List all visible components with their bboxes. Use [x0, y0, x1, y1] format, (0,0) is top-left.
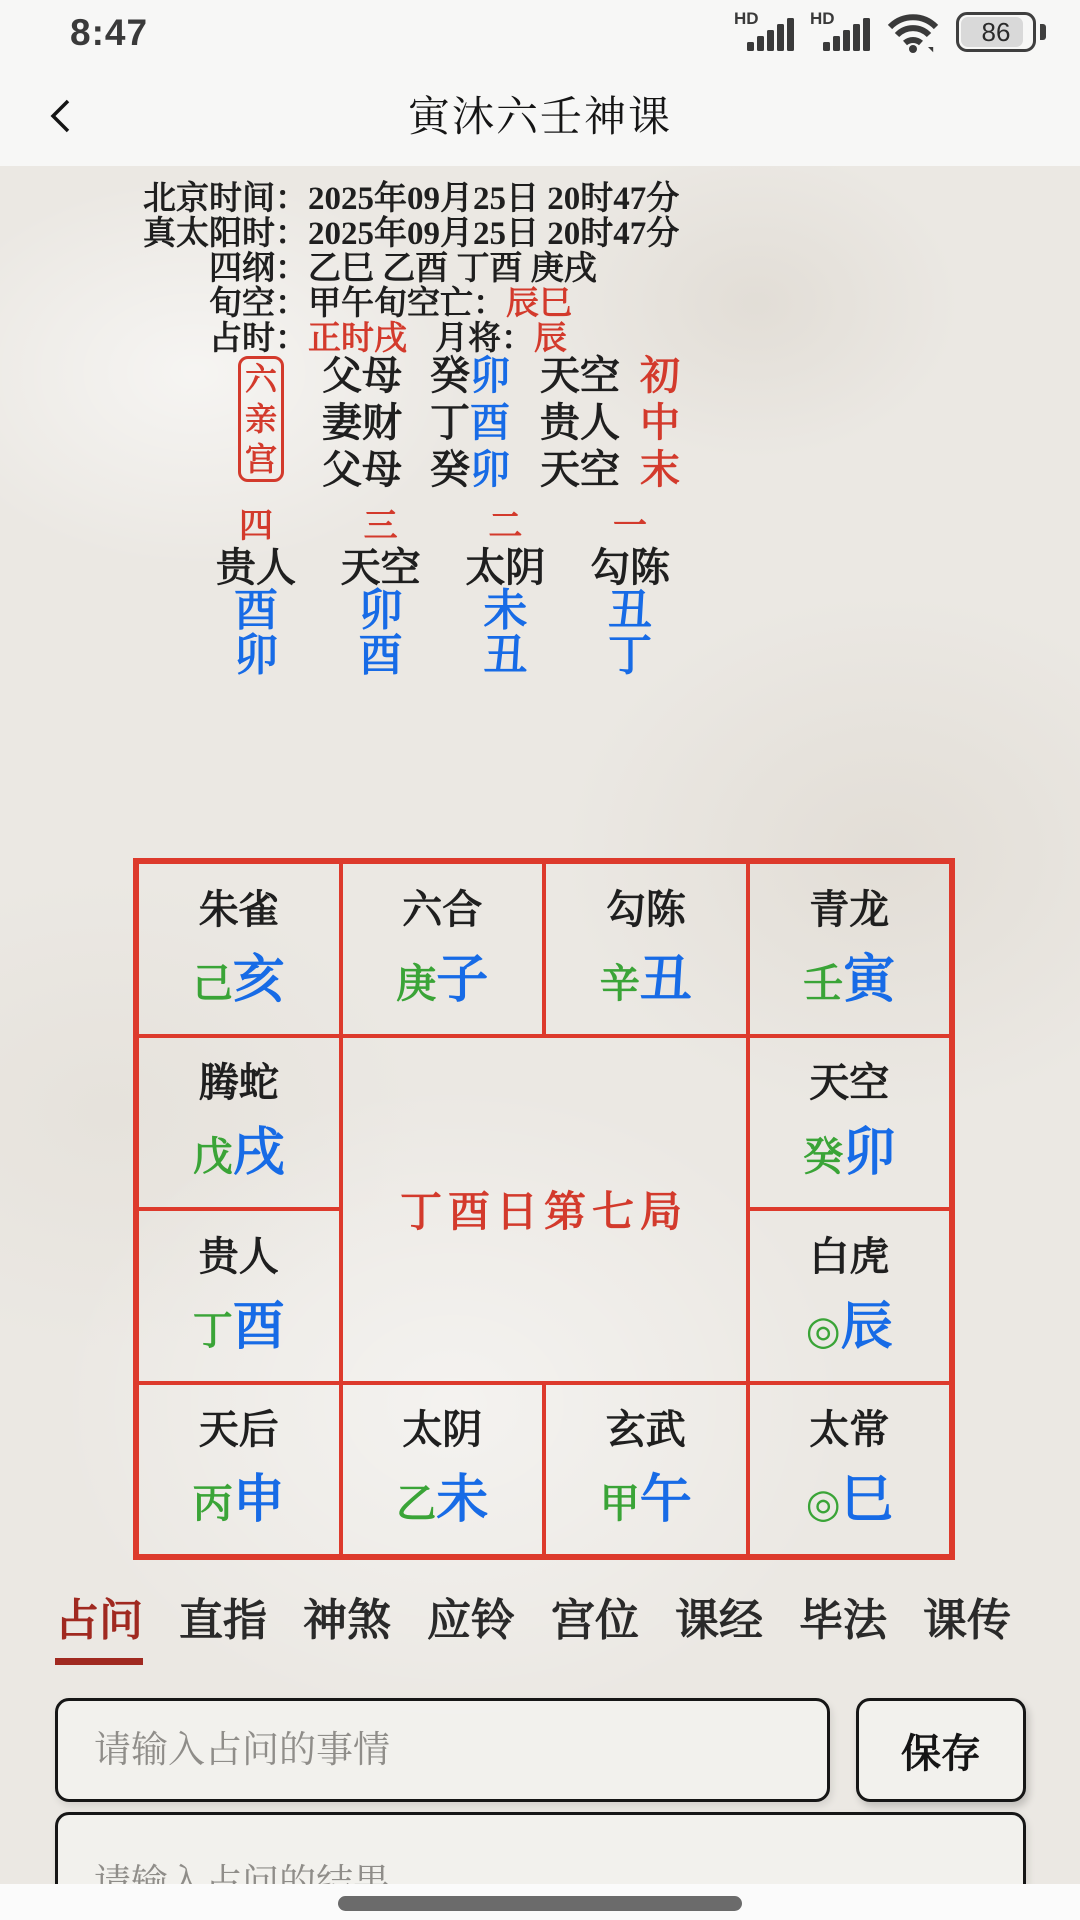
relation: 父母: [322, 447, 402, 492]
cell-branch: 子: [436, 951, 489, 1009]
stem: 癸: [430, 447, 470, 492]
cell-stem: 丙: [192, 1481, 233, 1527]
tab-zhizhi[interactable]: 直指: [179, 1596, 267, 1645]
stem: 癸: [430, 353, 470, 398]
wifi-icon: [886, 9, 940, 55]
question-input[interactable]: [55, 1698, 830, 1802]
plate-cell-taichang: [748, 1383, 952, 1557]
cell-branch: 丑: [639, 951, 692, 1009]
sigang-label: 四纲：: [209, 251, 308, 287]
course-upper: 卯: [358, 586, 403, 635]
section-tabs: [55, 1584, 1080, 1665]
course-number: 四: [239, 508, 273, 545]
plate-cell-gouchen: [544, 862, 748, 1036]
hd-badge: HD: [734, 9, 759, 28]
tab-bifa[interactable]: 毕法: [799, 1596, 887, 1645]
relation: 妻财: [322, 400, 402, 445]
cell-stem: 辛: [599, 960, 640, 1006]
deity: 贵人: [540, 400, 620, 445]
xunkong-label: 旬空：: [209, 286, 308, 322]
day-pattern-label: 丁酉日第七局: [399, 1190, 688, 1236]
solar-time-label: 真太阳时：: [143, 216, 308, 252]
cell-deity: 六合: [402, 886, 483, 932]
course-deity: 太阴: [465, 545, 546, 590]
four-courses-section: [200, 507, 686, 679]
liuqin-palace-badge: [238, 356, 284, 482]
plate-cell-tengshe: [137, 1036, 341, 1210]
plate-center: [341, 1036, 748, 1383]
zhanshi-value: 正时戌: [308, 321, 407, 357]
cell-deity: 天后: [198, 1407, 279, 1453]
plate-cell-baihu: [748, 1209, 952, 1383]
time-info-block: [0, 178, 1080, 357]
course-number: 二: [488, 508, 523, 545]
sanchuan-rows: [322, 349, 680, 490]
plate-cell-tianhou: [137, 1383, 341, 1557]
cell-deity: 勾陈: [605, 886, 686, 932]
liuqin-char-1: 六: [244, 361, 277, 397]
relation: 父母: [322, 353, 402, 398]
cell-branch: 辰: [840, 1298, 893, 1356]
course-upper: 丑: [607, 586, 652, 635]
cell-branch: 申: [232, 1472, 285, 1530]
status-time: 8:47: [70, 12, 149, 53]
course-deity: 勾陈: [589, 545, 670, 590]
beijing-time-value: 2025年09月25日 20时47分: [308, 181, 680, 217]
battery-percent: 86: [981, 16, 1011, 47]
branch: 卯: [470, 353, 510, 398]
sanchuan-row-initial: [322, 349, 680, 396]
status-icons: [734, 8, 1046, 56]
tab-kechuan[interactable]: 课传: [923, 1596, 1011, 1645]
plate-cell-guiren: [137, 1209, 341, 1383]
cell-stem: 庚: [396, 960, 437, 1006]
cell-branch: 卯: [843, 1125, 896, 1183]
cell-stem: 甲: [599, 1481, 640, 1527]
plate-cell-zhuque: [137, 862, 341, 1036]
hd-badge-2: HD: [810, 9, 835, 28]
course-lower: 卯: [234, 631, 278, 680]
tab-yingling[interactable]: 应铃: [427, 1596, 515, 1645]
signal-bars-icon-2: [823, 18, 870, 51]
cell-deity: 白虎: [809, 1233, 890, 1279]
solar-time-value: 2025年09月25日 20时47分: [308, 216, 680, 252]
tab-gongwei[interactable]: 宫位: [551, 1596, 639, 1645]
cell-stem: 戊: [192, 1134, 233, 1180]
cell-deity: 腾蛇: [198, 1060, 279, 1106]
cell-deity: 太阴: [402, 1407, 483, 1453]
sanchuan-row-final: [322, 443, 680, 490]
course-deity: 贵人: [216, 545, 296, 590]
cell-deity: 太常: [809, 1407, 890, 1453]
plate-cell-taiyin: [341, 1383, 545, 1557]
yuejiang-value: 辰: [534, 321, 567, 357]
cell-branch: 戌: [232, 1125, 285, 1183]
cell-branch: 午: [639, 1472, 692, 1530]
page-title: 寅沐六壬神课: [407, 93, 672, 140]
plate-cell-qinglong: [748, 862, 952, 1036]
phase: 中: [640, 400, 680, 445]
zhanshi-label: 占时：: [209, 321, 308, 357]
cell-branch: 未: [436, 1472, 489, 1530]
plate-cell-liuhe: [341, 862, 545, 1036]
cell-branch: 巳: [840, 1472, 893, 1530]
course-3: [325, 507, 437, 679]
sigang-value: 乙巳 乙酉 丁酉 庚戌: [308, 251, 597, 287]
cell-stem: 癸: [803, 1134, 844, 1180]
question-row: [55, 1698, 1026, 1802]
cell-signal-icon: [734, 9, 794, 55]
cell-deity: 天空: [809, 1060, 890, 1106]
xunkong-prefix: 甲午旬空亡：: [308, 286, 506, 322]
tab-kejing[interactable]: 课经: [675, 1596, 763, 1645]
cell-branch: 寅: [843, 951, 896, 1009]
cell-stem: 己: [192, 960, 233, 1006]
cell-branch: 酉: [232, 1298, 285, 1356]
tab-zhanwen[interactable]: 占问: [55, 1584, 143, 1665]
heaven-plate-grid: [133, 858, 955, 1560]
liuqin-char-3: 宫: [244, 441, 277, 477]
chart-content: [0, 166, 1080, 1886]
course-1: [574, 507, 686, 679]
course-lower: 丁: [607, 631, 652, 680]
cell-deity: 玄武: [605, 1407, 686, 1453]
battery-icon: [956, 12, 1036, 52]
deity: 天空: [540, 353, 620, 398]
branch: 卯: [470, 447, 510, 492]
liuqin-char-2: 亲: [244, 401, 277, 437]
phase: 末: [640, 447, 680, 492]
cell-stem: ◎: [805, 1307, 841, 1353]
tab-shensha[interactable]: 神煞: [303, 1596, 391, 1645]
cell-deity: 青龙: [809, 886, 890, 932]
deity: 天空: [540, 447, 620, 492]
course-lower: 酉: [358, 631, 403, 680]
course-2: [449, 507, 561, 679]
plate-cell-tiankong: [748, 1036, 952, 1210]
nav-bar: [0, 62, 1080, 166]
course-deity: 天空: [340, 545, 421, 590]
course-upper: 酉: [234, 586, 278, 635]
course-upper: 未: [483, 586, 528, 635]
course-number: 三: [363, 508, 398, 545]
cell-signal-icon-2: [810, 9, 870, 55]
beijing-time-label: 北京时间：: [143, 181, 308, 217]
signal-bars-icon: [747, 18, 794, 51]
cell-stem: ◎: [805, 1481, 841, 1527]
three-transmissions-section: [238, 349, 680, 490]
phase: 初: [640, 353, 680, 398]
cell-stem: 丁: [192, 1307, 233, 1353]
course-4: [200, 507, 312, 679]
branch: 酉: [470, 400, 510, 445]
course-lower: 丑: [483, 631, 528, 680]
status-bar: [0, 0, 1080, 62]
sanchuan-row-middle: [322, 396, 680, 443]
home-indicator[interactable]: [338, 1896, 742, 1911]
cell-deity: 朱雀: [198, 886, 279, 932]
cell-stem: 壬: [803, 960, 844, 1006]
yuejiang-label: 月将：: [435, 321, 534, 357]
course-number: 一: [612, 508, 647, 545]
xunkong-value: 辰巳: [506, 286, 572, 322]
save-button[interactable]: 保存: [856, 1698, 1026, 1802]
cell-stem: 乙: [396, 1481, 437, 1527]
cell-branch: 亥: [232, 951, 285, 1009]
plate-cell-xuanwu: [544, 1383, 748, 1557]
cell-deity: 贵人: [198, 1233, 279, 1279]
battery-nub: [1040, 24, 1046, 40]
stem: 丁: [430, 400, 470, 445]
